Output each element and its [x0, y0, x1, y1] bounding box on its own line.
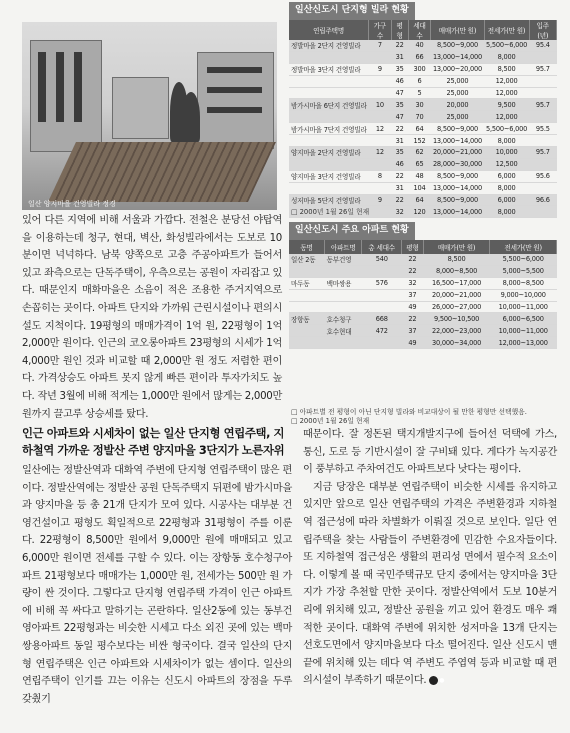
table-cell: 46 [391, 158, 408, 170]
wooden-deck [48, 142, 276, 202]
table-cell [289, 75, 369, 87]
table-cell: 22 [391, 123, 408, 135]
table-cell: 540 [362, 254, 402, 265]
table-cell: 22 [402, 265, 424, 277]
table-row [289, 63, 557, 75]
building-middle [112, 77, 169, 139]
table-row [289, 194, 557, 206]
table-cell: 64 [408, 194, 431, 206]
table-cell: 31 [391, 182, 408, 194]
table-cell [529, 206, 556, 218]
table-row [289, 158, 557, 170]
table-cell: 46 [391, 75, 408, 87]
table-cell: 동부건영 [325, 254, 362, 265]
window [56, 52, 64, 122]
table-cell: 25,000 [431, 87, 484, 99]
table-cell: 밤가시마을 6단지 건영빌라 [289, 99, 369, 111]
table-cell [325, 289, 362, 301]
note-text: 2000년 1월 26일 현재 [299, 417, 370, 425]
table-villa-status [289, 20, 557, 218]
table-cell: 26,000~27,000 [423, 301, 490, 313]
table-cell: 40 [408, 40, 431, 51]
table-cell: 10,000 [484, 147, 529, 159]
table-cell: 95.7 [529, 99, 556, 111]
table-cell: 6 [408, 75, 431, 87]
table-cell [369, 111, 392, 123]
table-cell: 668 [362, 313, 402, 325]
table-cell [362, 337, 402, 349]
table-cell: 32 [402, 277, 424, 289]
table-cell: 95.5 [529, 123, 556, 135]
table1-title: 일산신도시 단지형 빌라 현황 [289, 2, 415, 20]
table-cell: 13,000~14,000 [432, 184, 483, 193]
table-cell: 8,500 [423, 254, 490, 265]
table-cell [529, 51, 556, 63]
table-row [289, 135, 557, 147]
table-cell [369, 182, 392, 194]
table-cell: 10,000~11,000 [490, 325, 557, 337]
table-row [289, 325, 557, 337]
table-cell: 120 [408, 206, 431, 218]
table-row [289, 147, 557, 159]
table-cell: 96.6 [529, 194, 556, 206]
table-cell [289, 182, 369, 194]
table-cell: 22 [391, 170, 408, 182]
table-cell: 5 [408, 87, 431, 99]
paragraph: 일산에는 정발산역과 대화역 주변에 단지형 연립주택이 많은 편이다. 정발산역에는 정발산 공원 단독주택지 뒤편에 밤가시마을과 양지마을 등 총 21개 단지가 모여 있다. 시공사는 대부분 건영건설이고 평형도 획일적으로 22평형과 31평형이 주를 이룬다. 22평형이 8,500만 원에서 9,000만 원에 매매되고 있고 6,000만 원이면 전세를 구할 수 있다. 이는 장항동 호수청구아파트 21평형보다 매매가는 1,000만 원, 전세가는 500만 원 가량이 싼 것이다. 그렇다고 단지형 연립주택 가격이 인근 아파트에 비해 꼭 싸다고 말하기는 곤란하다. 일산2동에 있는 동부건영아파트 22평형과는 비슷한 시세고 다소 외진 곳에 있는 백마쌍용아파트 동일 평수보다는 비싼 형국이다. 결국 일산의 단지형 연립주택은 인근 아파트와 시세차이가 없는 셈이다. 일산의 연립주택이 인기를 끄는 이유는 신도시 아파트의 장점을 두루 갖췄기 [22, 465, 292, 705]
table-row [289, 265, 557, 277]
table-cell: 35 [391, 99, 408, 111]
table-cell: 37 [402, 289, 424, 301]
left-bottom-paragraph-block [22, 462, 292, 708]
table-cell: 22,000~23,000 [423, 325, 490, 337]
window [207, 107, 262, 113]
table-cell: 22 [402, 313, 424, 325]
table-cell [529, 135, 556, 147]
table-cell: 밤가시마을 7단지 건영빌라 [289, 123, 369, 135]
table-cell: 31 [391, 135, 408, 147]
table-cell: 47 [391, 111, 408, 123]
table-cell: 25,000 [431, 111, 484, 123]
table2-note-1: □ 아파트별 전 평형이 아닌 단지형 빌라와 비교대상이 될 만한 평형만 선택했음. [291, 408, 527, 416]
table-cell [369, 135, 392, 147]
table-cell: 48 [408, 170, 431, 182]
table-cell: 95.4 [529, 40, 556, 51]
paragraph [303, 479, 557, 690]
col-header: 평형 [402, 240, 424, 254]
right-bottom-paragraph-block [303, 426, 557, 690]
table-cell: 70 [408, 111, 431, 123]
paragraph: 있어 다른 지역에 비해 서울과 가깝다. 전철은 분당선 야탑역을 이용하는데 청구, 현대, 벽산, 화성빌라에서는 도보로 10분이면 넉넉하다. 남북 양쪽으로 고층 주공아파트가 들어서 있고 좌측으로는 단독주택이, 우측으로는 공원이 자리잡고 있다. 때문인지 매화마을은 소음이 적은 조용한 주거지역으로 손꼽히는 곳이다. 아파트 단지와 가까워 근린시설이나 편의시설도 지척이다. 19평형의 매매가격이 1억 원, 22평형이 1억 2,000만 원이다. 인근의 코오롱아파트 23평형의 시세가 1억 4,000만 원인 것과 비교할 때 2,000만 원 정도 저렴한 편이다. 가격상승도 아파트 못지 않게 빠른 편이라 투자가치도 높다. 작년 3월에 비해 적게는 1,000만 원에서 많게는 2,000만 원까지 끌고루 상승세를 탔다. [22, 215, 282, 420]
table-cell: 12,000 [484, 75, 529, 87]
table-cell: 13,000~14,000 [432, 53, 483, 62]
table-cell [325, 265, 362, 277]
window [74, 52, 82, 122]
table-cell [369, 206, 392, 218]
table1-note: □ 2000년 1월 26일 현재 [291, 208, 370, 216]
table-cell: 5,500~6,000 [490, 254, 557, 265]
table-cell: 12,000~13,000 [490, 337, 557, 349]
table-cell: 31 [391, 51, 408, 63]
table-cell: 8,000~8,500 [490, 277, 557, 289]
table-cell: 49 [402, 301, 424, 313]
table-cell: 47 [391, 87, 408, 99]
table-cell: 12,500 [484, 158, 529, 170]
col-header: 가구수 [369, 20, 392, 40]
col-header: 입주(년) [529, 20, 556, 40]
table-cell: 백마쌍용 [325, 277, 362, 289]
table-cell: 35 [391, 63, 408, 75]
table-cell: 6,000 [484, 194, 529, 206]
table-cell [289, 135, 369, 147]
table-cell: 32 [391, 206, 408, 218]
table-cell: 95.6 [529, 170, 556, 182]
table-row [289, 87, 557, 99]
table-row [289, 75, 557, 87]
table-cell: 13,000~14,000 [432, 207, 483, 216]
window [38, 52, 46, 122]
table-cell: 20,000~21,000 [423, 289, 490, 301]
table-cell: 95.7 [529, 147, 556, 159]
table-cell: 정발마을 2단지 건영빌라 [289, 40, 369, 51]
table-cell [325, 337, 362, 349]
table-cell: 16,500~17,000 [423, 277, 490, 289]
table2-note-2: □ 2000년 1월 26일 현재 [291, 417, 370, 425]
table-cell [362, 289, 402, 301]
table-cell: 13,000~20,000 [432, 65, 483, 74]
window [207, 87, 262, 93]
table-cell: 호수청구 [325, 313, 362, 325]
table-cell: 300 [408, 63, 431, 75]
table-cell: 62 [408, 147, 431, 159]
table-cell: 152 [408, 135, 431, 147]
table-cell: 성저마을 5단지 건영빌라 [289, 194, 369, 206]
table-cell [529, 75, 556, 87]
table-row [289, 313, 557, 325]
table-cell: 5,000~5,500 [490, 265, 557, 277]
note-text: 아파트별 전 평형이 아닌 단지형 빌라와 비교대상이 될 만한 평형만 선택했음. [299, 408, 527, 416]
table-cell: 20,000~21,000 [432, 148, 483, 157]
table-row [289, 40, 557, 51]
col-header: 평형 [391, 20, 408, 40]
paragraph: 때문이다. 잘 정돈된 택지개발지구에 들어선 덕택에 가스, 통신, 도로 등 기반시설이 잘 구비돼 있다. 게다가 녹지공간이 풍부하고 주차여건도 아파트보다 낫다는 평이다. [303, 429, 557, 476]
table-cell [362, 265, 402, 277]
table-cell: 9,500~10,500 [423, 313, 490, 325]
table-cell: 8,500~9,000 [431, 123, 484, 135]
window [207, 67, 262, 73]
table-cell: 7 [369, 40, 392, 51]
col-header: 전세가(만 원) [490, 240, 557, 254]
table-cell [529, 111, 556, 123]
table-cell: 20,000 [431, 99, 484, 111]
table-cell: 9,500 [484, 99, 529, 111]
table-row [289, 277, 557, 289]
table-cell [289, 301, 325, 313]
end-mark-icon: ● [429, 676, 438, 685]
table-cell: 10,000~11,000 [490, 301, 557, 313]
table-cell: 9,000~10,000 [490, 289, 557, 301]
col-header: 총 세대수 [362, 240, 402, 254]
table-cell: 30,000~34,000 [423, 337, 490, 349]
table-cell: 일산 2동 [289, 254, 325, 265]
tree [182, 92, 200, 142]
table-cell [529, 158, 556, 170]
table-cell: 정발마을 3단지 건영빌라 [289, 63, 369, 75]
table-cell: 8 [369, 170, 392, 182]
table-cell: 472 [362, 325, 402, 337]
table-cell: 8,500~9,000 [431, 40, 484, 51]
table-cell: 22 [391, 40, 408, 51]
table-cell: 104 [408, 182, 431, 194]
table2-title: 일산신도시 주요 아파트 현황 [289, 222, 415, 240]
table-cell: 마두동 [289, 277, 325, 289]
left-top-paragraph-block [22, 212, 282, 423]
table-cell: 22 [391, 194, 408, 206]
table-row [289, 301, 557, 313]
table-cell: 35 [391, 147, 408, 159]
table-cell [289, 325, 325, 337]
section-heading: 인근 아파트와 시세차이 없는 일산 단지형 연립주택, 지하철역 가까운 정발산 주변 양지마을 3단지가 노른자위 [22, 426, 285, 457]
table-cell [289, 337, 325, 349]
table-cell: 양지마을 2단지 건영빌라 [289, 147, 369, 159]
note-text: 2000년 1월 26일 현재 [299, 208, 370, 216]
table-cell: 13,000~14,000 [432, 136, 483, 145]
table-cell [369, 87, 392, 99]
table-cell: 65 [408, 158, 431, 170]
table-cell [289, 51, 369, 63]
table-cell [369, 75, 392, 87]
photo-apartment-complex [22, 22, 277, 210]
table-cell: 10 [369, 99, 392, 111]
table-cell [529, 182, 556, 194]
table-header-row [289, 20, 557, 40]
table-row [289, 182, 557, 194]
table-cell [325, 301, 362, 313]
table-cell [289, 265, 325, 277]
table-cell: 8,000~8,500 [423, 265, 490, 277]
table-cell [289, 87, 369, 99]
table-header-row [289, 240, 557, 254]
table-cell: 9 [369, 63, 392, 75]
table-cell: 25,000 [431, 75, 484, 87]
table-cell: 49 [402, 337, 424, 349]
table-cell: 30 [408, 99, 431, 111]
table-cell: 8,000 [484, 51, 529, 63]
table-cell: 6,000~6,500 [490, 313, 557, 325]
table-cell: 66 [408, 51, 431, 63]
table-cell: 9 [369, 194, 392, 206]
table-row [289, 99, 557, 111]
table-cell: 8,000 [484, 135, 529, 147]
table-cell [529, 87, 556, 99]
table-cell: 호수현대 [325, 325, 362, 337]
paragraph-text: 지금 당장은 대부분 연립주택이 비슷한 시세를 유지하고 있지만 앞으로 일산 연립주택의 가격은 주변환경과 지하철역 접근성에 따라 차별화가 이뤄질 것으로 보인다. 일단 연립주택을 찾는 사람들이 주변환경에 민감한 수요자들이다. 또 지하철역 접근성은 생활의 편리성 면에서 필수적 요소이다. 이렇게 볼 때 국민주택규모 단지 중에서는 양지마을 3단지가 가장 추천할 만한 곳이다. 정발산역에서 도보 10분거리에 위치해 있고, 정발산 공원을 끼고 있어 환경도 매우 쾌적한 곳이다. 대화역 주변에 위치한 성저마을 13개 단지는 선호도면에서 양지마을보다 다소 떨어진다. 일산 신도시 맨 끝에 위치해 있는 데다 역 주변도 주엽역 등과 비교할 때 편의시설이 부족하기 때문이다. [303, 481, 557, 687]
col-header: 전세가(만 원) [484, 20, 529, 40]
col-header: 매매가(만 원) [431, 20, 484, 40]
table-cell: 12,000 [484, 111, 529, 123]
table-cell: 576 [362, 277, 402, 289]
table-cell: 장항동 [289, 313, 325, 325]
table-cell [369, 51, 392, 63]
table-row [289, 170, 557, 182]
table-cell: 8,000 [484, 206, 529, 218]
table-apartment-status [289, 240, 557, 349]
table-cell: 12 [369, 147, 392, 159]
table-cell [362, 301, 402, 313]
table-row [289, 123, 557, 135]
table-cell: 8,000 [484, 182, 529, 194]
col-header: 동명 [289, 240, 325, 254]
table-cell: 37 [402, 325, 424, 337]
table-cell: 64 [408, 123, 431, 135]
table-cell: 22 [402, 254, 424, 265]
col-header: 매매가(만 원) [423, 240, 490, 254]
table-cell [369, 158, 392, 170]
col-header: 세대수 [408, 20, 431, 40]
table-cell [289, 111, 369, 123]
table-row [289, 289, 557, 301]
table-row [289, 111, 557, 123]
table-cell: 8,500~9,000 [431, 170, 484, 182]
table-cell: 양지마을 3단지 건영빌라 [289, 170, 369, 182]
table-cell: 95.7 [529, 63, 556, 75]
table-row [289, 51, 557, 63]
table-cell: 5,500~6,000 [486, 124, 528, 133]
table-row [289, 254, 557, 265]
table-row [289, 337, 557, 349]
table-cell: 8,500~9,000 [431, 194, 484, 206]
table-cell: 12 [369, 123, 392, 135]
table-cell [289, 158, 369, 170]
table-cell: 6,000 [484, 170, 529, 182]
table-cell: 8,500 [484, 63, 529, 75]
table-cell: 28,000~30,000 [432, 160, 483, 169]
table-cell: 5,500~6,000 [486, 41, 528, 50]
table-cell: 12,000 [484, 87, 529, 99]
table-cell [289, 289, 325, 301]
photo-caption: 일산 양지마을 건영빌라 정경 [28, 200, 116, 208]
col-header: 연립주택명 [289, 20, 369, 40]
col-header: 아파트명 [325, 240, 362, 254]
